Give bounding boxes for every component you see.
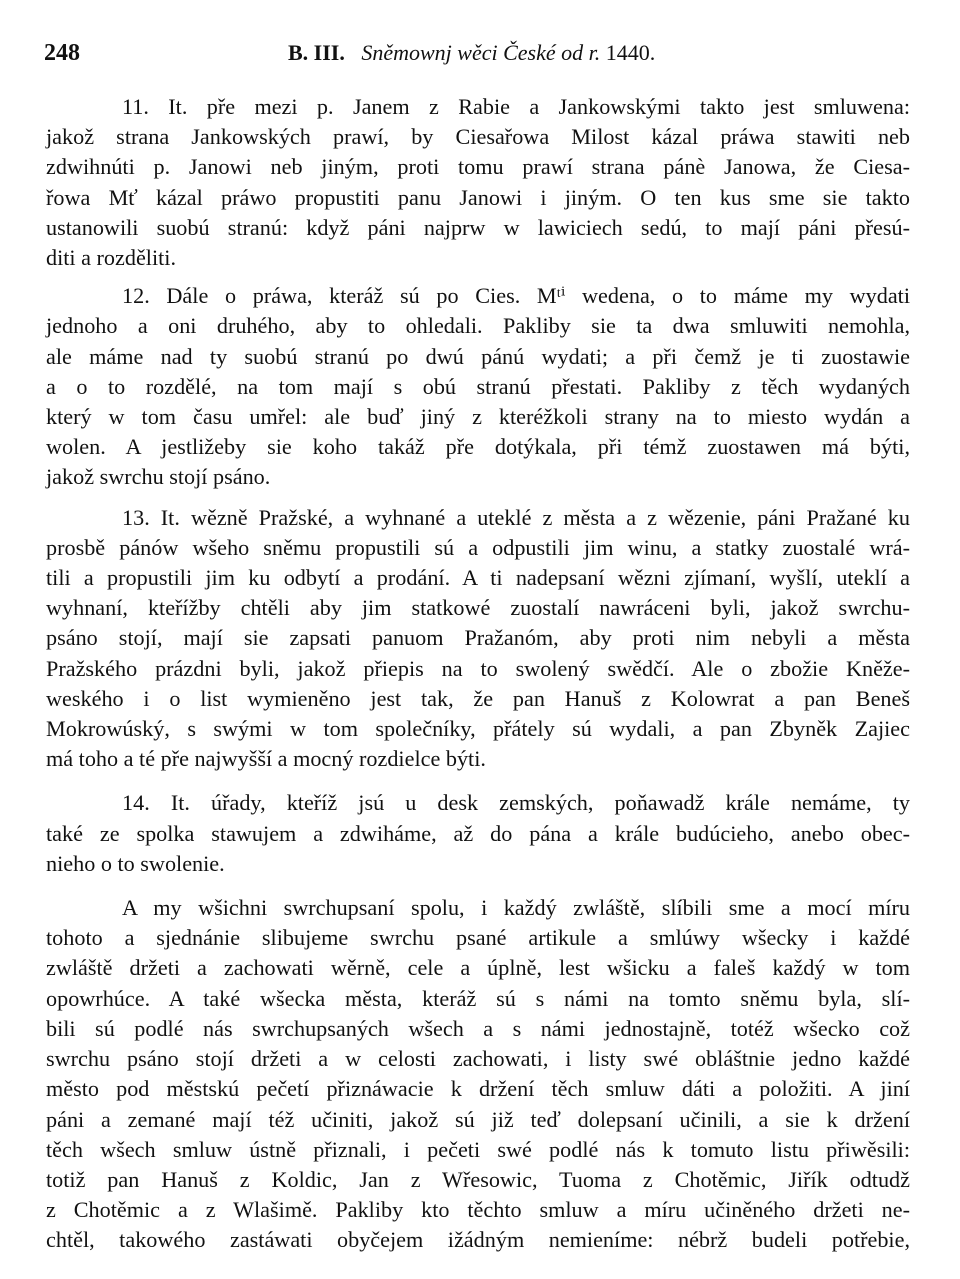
- paragraph-closing: [46, 893, 910, 1255]
- text-line: také ze spolka stawujem a zdwiháme, až do pána a krále budúcieho, anebo obec-: [46, 820, 910, 846]
- section-label: B. III.: [288, 40, 345, 65]
- text-line: totiž pan Hanuš z Koldic, Jan z Wřesowic, Tuoma z Chotěmic, Jiřík odtudž: [46, 1166, 910, 1192]
- text-line: tohoto a sjednánie slibujeme swrchu psané artikule a smlúwy wšecky i každé: [46, 925, 910, 951]
- text-line: tili a propustili jim ku odbytí a prodání. A ti nadepsaní wězni zjímaní, wyšlí, uteklí a: [46, 565, 910, 591]
- text-line: Mokrowúský, s swými w tom společníky, přátely sú wydali, a pan Zbyněk Zajiec: [46, 716, 910, 742]
- title-text: Sněmownj wěci České od r.: [361, 40, 601, 65]
- running-title: [288, 40, 655, 66]
- text-line: opowrhúce. A také wšecka města, kteráž sú s námi na tomto sněmu byla, slí-: [46, 985, 910, 1011]
- text-line: který w tom času umřel: ale buď jiný z kteréžkoli strany na to miesto wydán a: [46, 404, 910, 430]
- text-line: jednoho a oni druhého, aby to ohledali. Pakliby sie ta dwa smluwiti nemohla,: [46, 313, 910, 339]
- text-line: má toho a té pře najwyšší a mocný rozdielce býti.: [46, 746, 486, 772]
- paragraph-11: [46, 92, 910, 273]
- text-line: město pod městskú pečetí přiznáwacie k držení těch smluw dáti a položiti. A jiní: [46, 1076, 910, 1102]
- text-line: wyhnaní, kteřížby chtěli aby jim statkowé zuostalí nawráceni byli, jakož swrchu-: [46, 595, 910, 621]
- body-text: [46, 90, 910, 1256]
- text-line: 14. It. úřady, kteříž jsú u desk zemských, poňawadž krále nemáme, ty: [122, 790, 910, 816]
- text-line: a o to rozdělé, na tom mají s obú stranú přestati. Pakliby z těch wydaných: [46, 373, 910, 399]
- paragraph-12: [46, 281, 910, 492]
- text-line: 11. It. pře mezi p. Janem z Rabie a Jankowskými takto jest smluwena:: [122, 94, 910, 119]
- text-line: 13. It. wězně Pražské, a wyhnané a uteklé z města a z wězenie, páni Pražané ku: [122, 504, 910, 530]
- text-line: jakož swrchu stojí psáno.: [46, 464, 271, 490]
- text-line: weského i o list wymieněno jest tak, že pan Hanuš z Kolowrat a pan Beneš: [46, 685, 910, 711]
- text-line: Pražského prázdni byli, jakož přiepis na to swolený swědčí. Ale o zbožie Kněže-: [46, 655, 910, 681]
- text-line: bili sú podlé nás swrchupsaných wšech a s námi jednostajně, totéž wšecko což: [46, 1015, 910, 1041]
- paragraph-14: [46, 788, 910, 879]
- text-line: psáno stojí, mají sie zapsati panuom Pražanóm, aby proti nim nebyli a města: [46, 625, 910, 651]
- text-line: páni a zemané mají též učiniti, jakož sú již teď dolepsaní učinili, a sie k držení: [46, 1106, 910, 1132]
- text-line: těch wšech smluw ústně přiznali, i pečeti swé podlé nás k tomuto listu přiwěsili:: [46, 1136, 910, 1162]
- text-line: z Chotěmic a z Wlašimě. Pakliby kto těchto smluw a míru učiněného držeti ne-: [46, 1197, 910, 1223]
- text-line: A my wšichni swrchupsaní spolu, i každý zwláště, slíbili sme a mocí míru: [122, 895, 910, 921]
- page-number: 248: [44, 40, 80, 66]
- title-year: 1440.: [605, 40, 656, 65]
- text-line: wolen. A jestližeby sie koho takáž pře dotýkala, při témž zuostawen má býti,: [46, 434, 910, 460]
- text-line: nieho o to swolenie.: [46, 850, 225, 876]
- text-line: jakož strana Jankowských prawí, by Ciesařowa Milost kázal práwa stawiti neb: [46, 124, 910, 150]
- paragraph-13: [46, 503, 910, 775]
- text-line: zdwihnúti p. Janowi neb jiným, proti tomu prawí strana pánè Janowa, že Ciesa-: [46, 154, 910, 180]
- text-line: ustanowili suobú stranú: když páni najprw w lawiciech sedú, to mají páni přesú-: [46, 214, 910, 240]
- page-header: [44, 40, 920, 72]
- text-line: diti a rozděliti.: [46, 245, 177, 271]
- text-line: swrchu psáno stojí držeti a w celosti zachowati, i listy swé obláštnie jedno každé: [46, 1046, 910, 1072]
- text-line: zwláště držeti a zachowati wěrně, cele a úplně, lest wšicku a faleš každý w tom: [46, 955, 910, 981]
- text-line: chtěl, takowého zastáwati obyčejem ižádným nemieníme: nébrž budeli potřebie,: [46, 1227, 910, 1253]
- text-line: prosbě pánów wšeho sněmu propustili sú a odpustili jim winu, a statky zuostalé wrá-: [46, 534, 910, 560]
- text-line: řowa Mť kázal práwo propustiti panu Janowi i jiným. O ten kus sme sie takto: [46, 184, 910, 210]
- text-line: ale máme nad ty suobú stranú po dwú pánú wydati; a při čemž je ti zuostawie: [46, 343, 910, 369]
- text-line: 12. Dále o práwa, kteráž sú po Cies. Mᵗⁱ wedena, o to máme my wydati: [122, 283, 910, 309]
